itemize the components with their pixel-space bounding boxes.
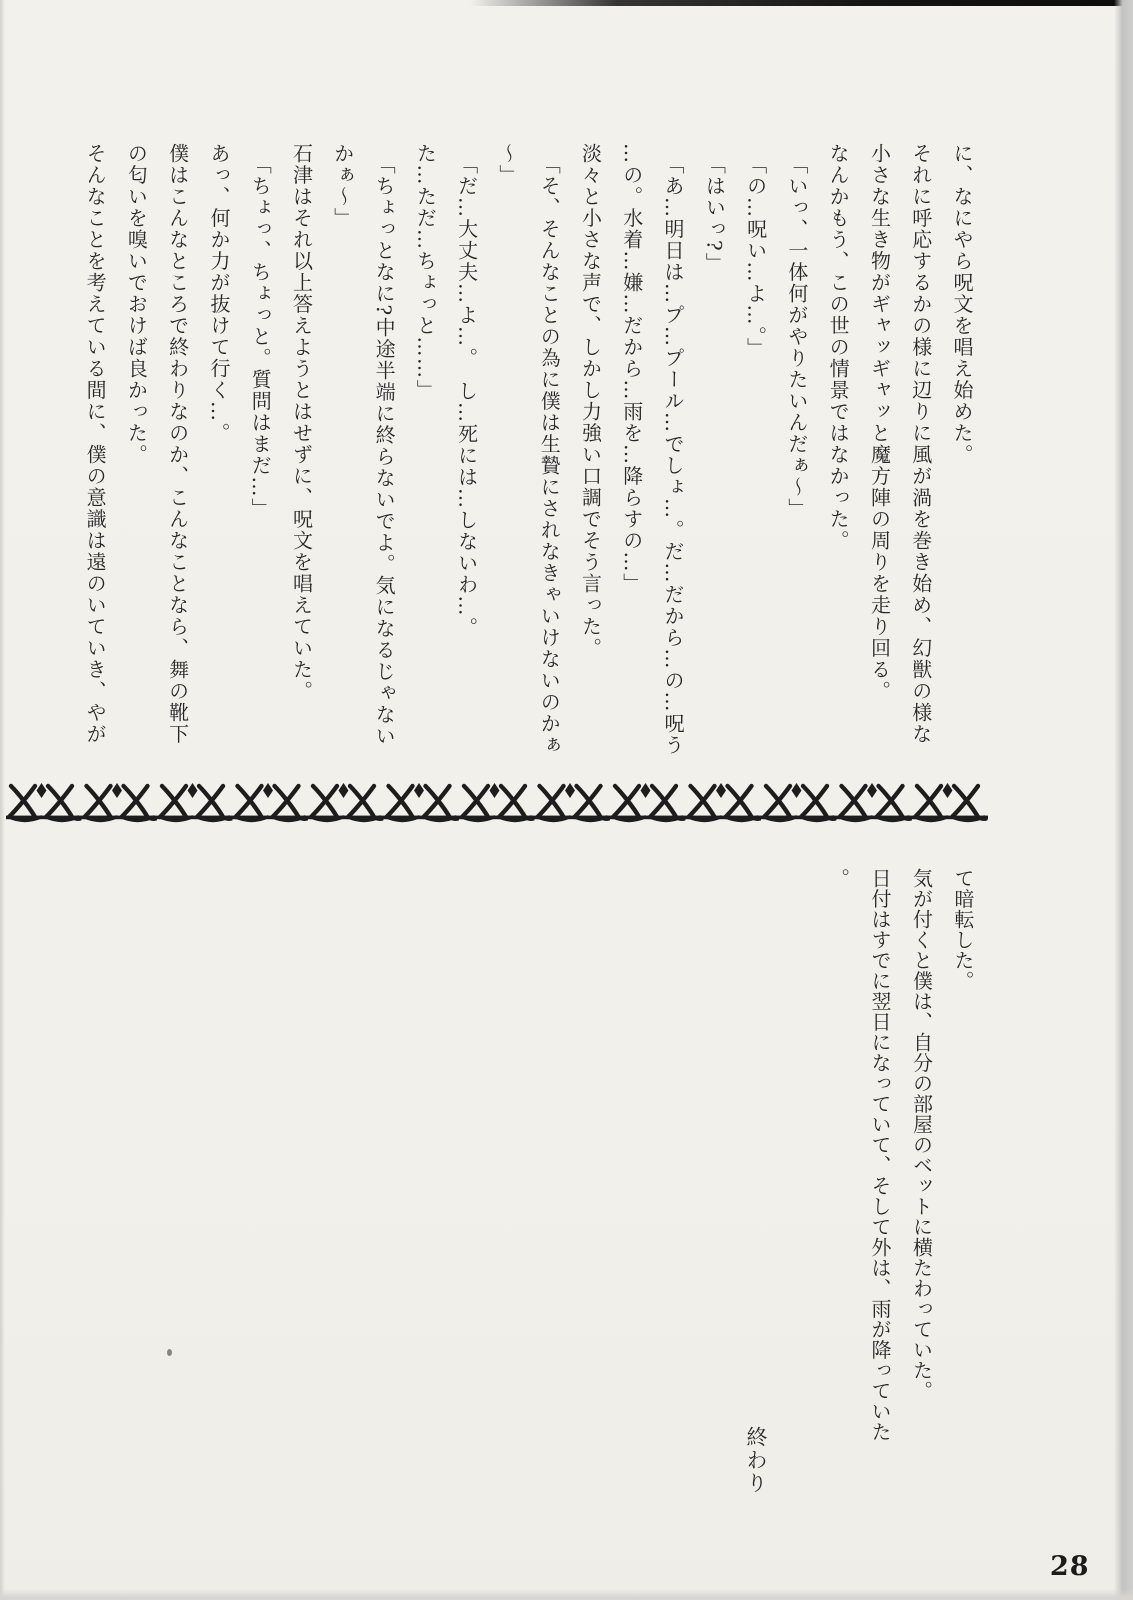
story-column: 僕はこんなところで終わりなのか、こんなことなら、舞の靴下 bbox=[165, 143, 190, 745]
story-column: 「そ、そんなことの為に僕は生贄にされなきゃいけないのかぁ bbox=[537, 154, 562, 756]
story-column: 「だ…大丈夫…よ…。 し…死には…しないわ…。 bbox=[454, 154, 479, 639]
scan-shadow-right bbox=[1114, 0, 1133, 1600]
story-column: 「の…呪い…よ…。」 bbox=[743, 154, 768, 359]
story-column: 「ちょっ、ちょっと。質問はまだ…」 bbox=[248, 154, 273, 520]
ornamental-divider bbox=[6, 783, 988, 823]
scan-shadow-left bbox=[0, 0, 5, 1600]
story-column: 。 bbox=[826, 868, 851, 889]
story-column: 気が付くと僕は、自分の部屋のベットに横たわっていた。 bbox=[909, 868, 934, 1401]
page-number: 28 bbox=[1049, 1551, 1091, 1582]
story-column: に、なにやら呪文を唱え始めた。 bbox=[950, 143, 974, 466]
story-column: そんなことを考えている間に、僕の意識は遠のいていき、やが bbox=[83, 143, 108, 745]
story-end-label: 終わり bbox=[744, 1426, 768, 1495]
scan-shadow-bottom bbox=[0, 1589, 1133, 1600]
scan-shadow-top bbox=[470, 0, 1133, 6]
story-column: 「はいっ?」 bbox=[702, 154, 727, 274]
story-column: 「あ…明日は…プ…プール…でしょ…。だ…だから…の…呪う bbox=[661, 154, 686, 756]
story-column: …の。水着…嫌…だから…雨を…降らすの…」 bbox=[619, 143, 644, 595]
story-column: なんかもう、この世の情景ではなかった。 bbox=[826, 143, 851, 552]
story-column: 淡々と小さな声で、しかし力強い口調でそう言った。 bbox=[578, 143, 603, 659]
story-column: 石津はそれ以上答えようとはせずに、呪文を唱えていた。 bbox=[289, 143, 314, 702]
story-column: それに呼応するかの様に辺りに風が渦を巻き始め、幻獣の様な bbox=[908, 143, 933, 745]
story-column: ～」 bbox=[495, 143, 520, 186]
story-column: の匂いを嗅いでおけば良かった。 bbox=[124, 143, 149, 466]
story-column: かぁ～」 bbox=[330, 143, 355, 229]
story-column: て暗転した。 bbox=[951, 868, 975, 991]
scan-speck bbox=[167, 1349, 172, 1356]
story-column: た…ただ…ちょっと……」 bbox=[413, 143, 438, 401]
story-column: あっ、何か力が抜けて行く…。 bbox=[206, 143, 231, 444]
story-column: 「いっ、一体何がやりたいんだぁ～」 bbox=[784, 154, 809, 520]
story-column: 日付はすでに翌日になっていて、そして外は、雨が降っていた bbox=[868, 868, 892, 1442]
story-column: 小さな生き物がギャッギャッと魔方陣の周りを走り回る。 bbox=[867, 143, 892, 702]
story-column: 「ちょっとなに?中途半端に終らないでよ。気になるじゃない bbox=[372, 154, 397, 747]
